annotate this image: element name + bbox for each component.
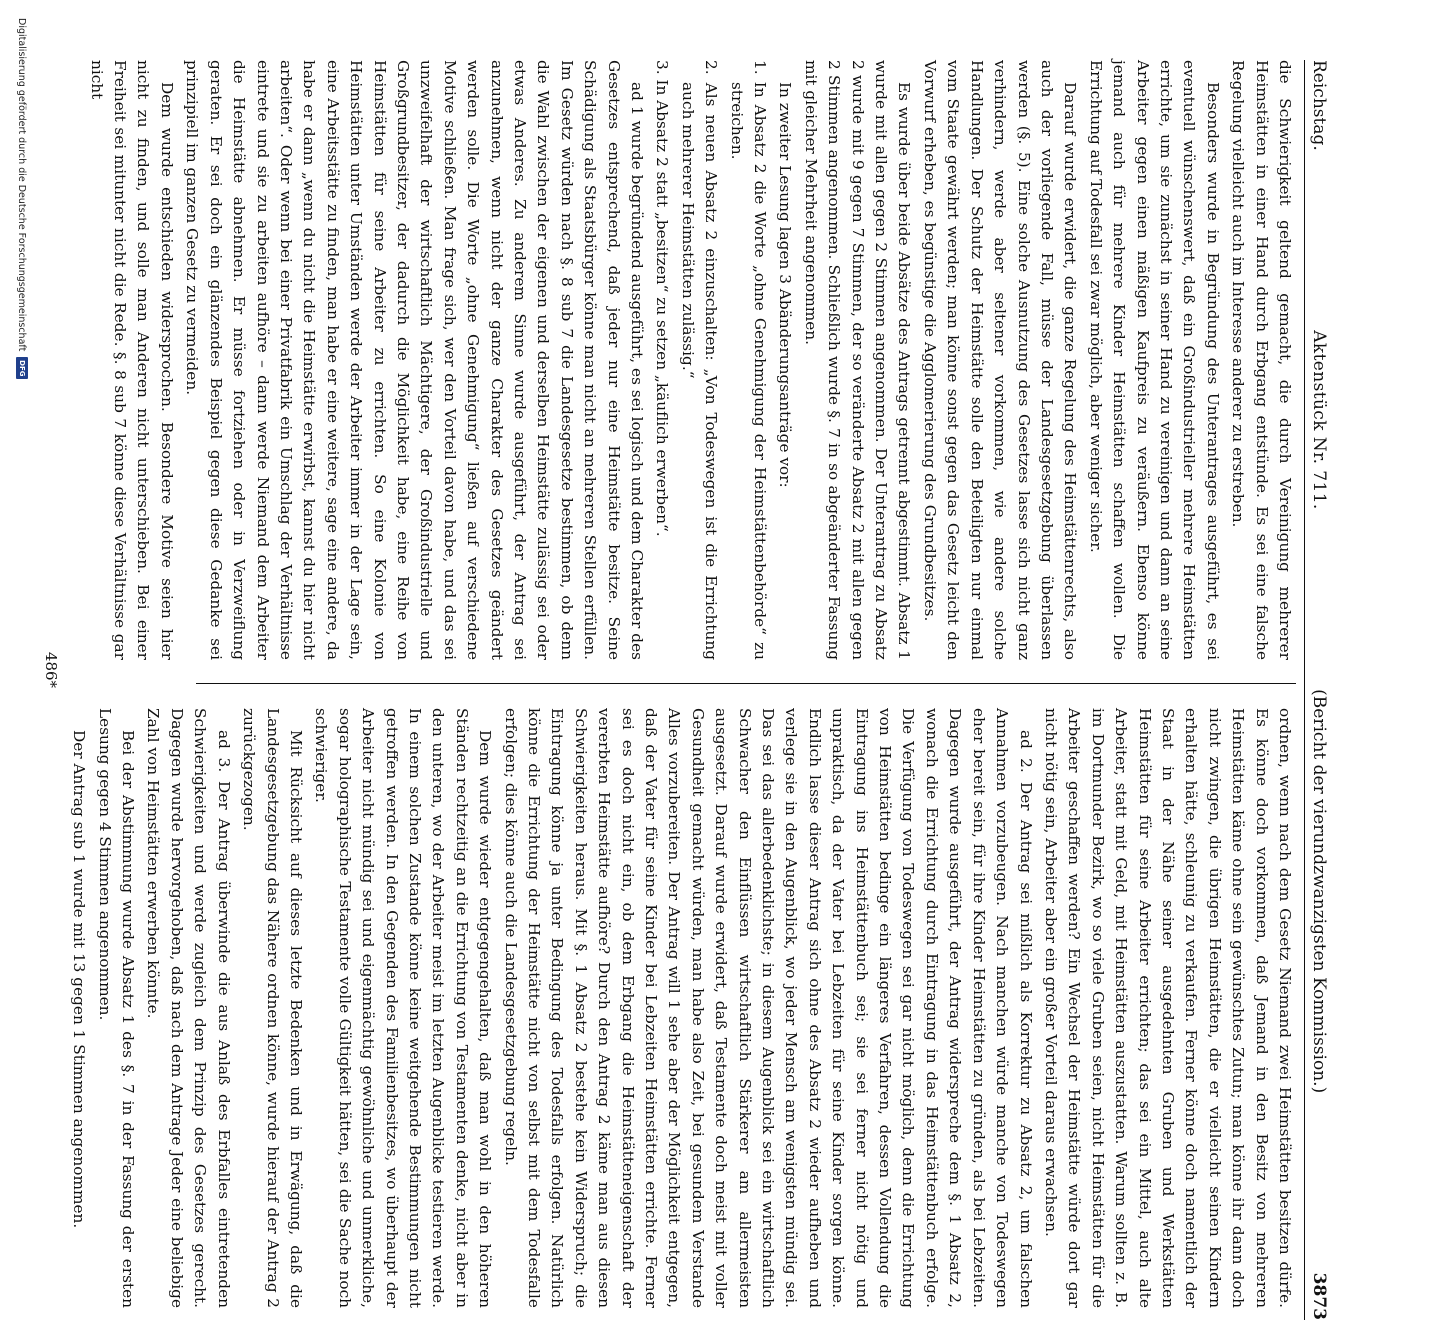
- paragraph: Der Antrag sub 1 wurde mit 13 gegen 1 Stimmen angenommen.: [70, 730, 89, 1229]
- column-divider: [196, 683, 1296, 684]
- list-item: 2. Als neuen Absatz 2 einzuschalten: „Von Todeswegen ist die Errichtung auch mehrerer Heimstätten zulässig.“: [678, 60, 721, 660]
- list-item: 1. In Absatz 2 die Worte „ohne Genehmigung der Heimstättenbehörde“ zu streichen.: [727, 60, 770, 660]
- paragraph: In zweiter Lesung lagen 3 Abänderungsanträge vor:: [776, 82, 795, 488]
- page-number: 3873: [1309, 1272, 1329, 1320]
- dfg-logo-icon: DFG: [16, 357, 28, 379]
- header-title: Aktenstück Nr. 711.: [1309, 330, 1329, 510]
- paragraph: Darauf wurde erwidert, die ganze Regelung des Heimstättenrechts, also auch der vorliegende Fall, müsse der Landesgesetzgebung überlassen werden (§. 5). Eine solche Ausnutzung des Gesetzes lasse sich nicht ganz verhindern, werde aber seltener vorkommen, wie andere solche Handlungen. Der Schutz der Heimstätte solle den Beteiligten nur einmal vom Staate gewährt werden; man könne sonst gegen das Gesetz leicht den Vorwurf erheben, es begünstige die Agglomerierung des Grundbesitzes.: [920, 60, 1080, 660]
- paragraph: Dem wurde wieder entgegengehalten, daß man wohl in den höheren Ständen rechtzeitig an die Errichtung von Testamenten denke, nicht aber in den unteren, wo der Arbeiter meist im letzten Augenblicke testieren werde. In einem solchen Zustande könne keine weitgehende Bestimmungen nicht getroffen werden. In den Gegenden des Familienbesitzes, wo überhaupt der Arbeiter nicht mündig sei und eigenmächtig gewöhnliche und unmerkliche, sogar holographische Testamente volle Gültigkeit hätten, sei die Sache noch schwieriger.: [312, 708, 495, 1308]
- paragraph: Es wurde über beide Absätze des Antrags getrennt abgestimmt. Absatz 1 wurde mit allen gegen 2 Stimmen angenommen. Der Unterantrag zu Absatz 2 wurde mit 9 gegen 7 Stimmen, der so veränderte Absatz 2 mit allen gegen 2 Stimmen angenommen. Schließlich wurde §. 7 in so abgeänderter Fassung mit gleicher Mehrheit angenommen.: [801, 60, 914, 660]
- right-column: [70, 708, 1296, 1308]
- paragraph: ad 3. Der Antrag überwinde die aus Anlaß des Erbfalles eintretenden Schwierigkeiten und werde zugleich dem Prinzip des Gesetzes gerecht. Dagegen wurde hervorgehoben, daß nach dem Antrage Jeder eine beliebige Zahl von Heimstätten erwerben könnte.: [144, 708, 233, 1308]
- paragraph: die Schwierigkeit geltend gemacht, die durch Vereinigung mehrerer Heimstätten in einer Hand durch Erbgang entstünde. Es sei eine falsche Regelung vielleicht auch im Interesse anderer zu erstreben.: [1229, 60, 1294, 660]
- paragraph: ordnen, wenn nach dem Gesetz Niemand zwei Heimstätten besitzen dürfe. Es könne doch vorkommen, daß Jemand in den Besitz von mehreren Heimstätten käme ohne sein gewünschtes Zutun; man könne ihr dann doch nicht zwingen, die übrigen Heimstätten, die er vielleicht seinen Kindern erhalten hätte, schleunig zu verkaufen. Ferner könne doch namentlich der Staat in der Nähe seiner ausgedehnten Gruben und Werkstätten Heimstätten für seine Arbeiter errichten; das sei ein Mittel, auch alte Arbeiter, statt mit Geld, mit Heimstätten auszustatten. Warum sollten z. B. im Dortmunder Bezirk, wo so viele Gruben seien, nicht Heimstätten für die Arbeiter geschaffen werden? Ein Wechsel der Heimstätte würde dort gar nicht nötig sein, Arbeiter aber ein großer Vorteil daraus erwachsen.: [1041, 708, 1294, 1308]
- header-left: Reichstag.: [1309, 60, 1329, 151]
- paragraph: Besonders wurde in Begründung des Unterantrages ausgeführt, es sei eventuell wünschenswert, daß ein Großindustrieller mehrere Heimstätten errichte, um sie zunächst in seiner Hand zu vereinigen und dann an seine Arbeiter gegen einen mäßigen Kaufpreis zu veräußern. Ebenso könne jemand auch für mehrere Kinder Heimstätten schaffen wollen. Die Errichtung auf Todesfall sei zwar möglich, aber weniger sicher.: [1086, 60, 1222, 660]
- signature-mark: 486*: [42, 651, 60, 689]
- paragraph: Bei der Abstimmung wurde Absatz 1 des §. 7 in der Fassung der ersten Lesung gegen 4 Stimmen angenommen.: [95, 708, 138, 1308]
- header-right: (Bericht der vierundzwanzigsten Kommission.): [1309, 689, 1329, 1094]
- paragraph: ad 1 wurde begründend ausgeführt, es sei logisch und dem Charakter des Gesetzes entsprechend, daß jeder nur eine Heimstätte besitze. Seine Schädigung als Staatsbürger könne man nicht an mehreren Stellen erfüllen. Im Gesetz würden nach §. 8 sub 7 die Landesgesetze bestimmen, ob denn die Wahl zwischen der eigenen und derselben Heimstätte zulässig sei oder etwas Anderes. Zu anderem Sinne wurde ausgeführt, der Antrag sei anzunehmen, wenn nicht der ganze Charakter des Gesetzes geändert werden solle. Die Worte „ohne Genehmigung“ ließen auf verschiedene Motive schließen. Man frage sich, wer den Vorteil davon habe, und das sei unzweifelhaft der wirtschaftlich Mächtigere, der Großindustrielle und Großgrundbesitzer, der dadurch die Möglichkeit habe, eine Reihe von Heimstätten für seine Arbeiter zu errichten. So eine Kolonie von Heimstätten unter Umständen werde der Arbeiter immer in der Lage sein, eine Arbeitsstätte zu finden, man habe er eine weitere, sage eine andere, da habe er dann „wenn du nicht die Heimstätte erwirbst, kannst du hier nicht arbeiten“. Oder wenn bei einer Privatfabrik ein Umschlag der Verhältnisse eintrete und sie zu arbeiten aufhöre – dann werde Niemand dem Arbeiter die Heimstätte abnehmen. Er müsse fortziehen oder in Verzweiflung geraten. Er sei doch ein glänzendes Beispiel gegen diese Gedanke sei prinzipiell im ganzen Gesetz zu vermeiden.: [183, 60, 647, 660]
- left-column: [87, 60, 1296, 660]
- paragraph: Dem wurde entschieden widersprochen. Besondere Motive seien hier nicht zu finden, und solle man Anderen nicht unterschieben. Bei einer Freiheit sei mitunter nicht die Rede. §. 8 sub 7 könne diese Verhältnisse gar nicht: [87, 60, 176, 660]
- paragraph: ad 2. Der Antrag sei mißlich als Korrektur zu Absatz 2, um falschen Annahmen vorzubeugen. Nach manchen würde manche von Todeswegen eher bereit sein, für ihre Kinder Heimstätten zu gründen, als bei Lebzeiten. Dagegen wurde ausgeführt, der Antrag widerspreche dem §. 1 Absatz 2, wonach die Errichtung durch Eintragung in das Heimstättenbuch erfolge. Die Verfügung von Todeswegen sei gar nicht möglich, denn die Errichtung von Heimstätten bedinge ein längeres Verfahren, dessen Vollendung die Eintragung ins Heimstättenbuch sei; sie sei ferner nicht nötig und unpraktisch, da der Vater bei Lebzeiten für seine Kinder sorgen könne. Endlich lasse dieser Antrag sich ohne des Absatz 2 wieder aufheben und verlege sie in den Augenblick, wo jeder Mensch am wenigsten mündig sei. Das sei das allerbedenklichste; in diesem Augenblick sei ein wirtschaftlich Schwacher den Einflüssen wirtschaftlich Stärkerer am allermeisten ausgesetzt. Darauf wurde erwidert, daß Testamente doch meist mit voller Gesundheit gemacht würden, man habe also Zeit, bei gesundem Verstande Alles vorzubereiten. Der Antrag will 1 sehe aber der Möglichkeit entgegen, daß der Vater für seine Kinder bei Lebzeiten Heimstätten errichte. Ferner sei es doch nicht ein, ob dem Erbgang die Heimstätteneigenschaft der vererbten Heimstätte aufhöre? Durch den Antrag 2 käme man aus diesen Schwierigkeiten heraus. Mit §. 1 Absatz 2 bestehe kein Widerspruch; die Eintragung könne ja unter Bedingung des Todesfalls erfolgen. Natürlich könne die Errichtung der Heimstätte nicht von selbst mit dem Todesfalle erfolgen; dies könne auch die Landesgesetzgebung regeln.: [501, 708, 1035, 1308]
- paragraph: Mit Rücksicht auf dieses letzte Bedenken und in Erwägung, daß die Landesgesetzgebung das Nähere ordnen könne, wurde hierauf der Antrag 2 zurückgezogen.: [240, 708, 305, 1308]
- credit-text: Digitalisierung gefördert durch die Deutsche Forschungsgemeinschaft: [16, 18, 28, 352]
- page-header: [1304, 60, 1344, 1320]
- list-item: 3. In Absatz 2 statt „besitzen“ zu setzen „käuflich erwerben“.: [653, 60, 672, 537]
- digitization-credit: [16, 18, 28, 618]
